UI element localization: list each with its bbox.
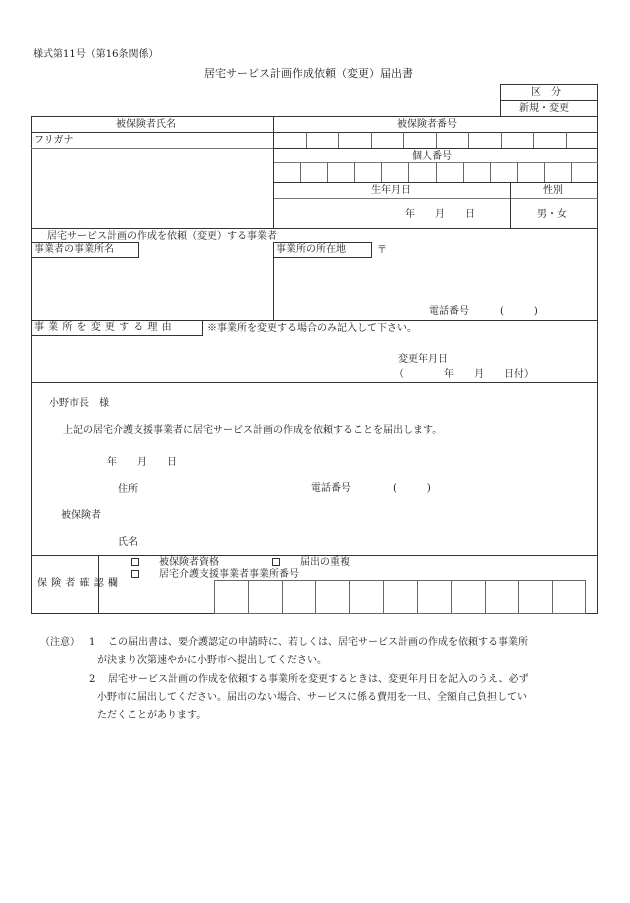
check3-label: 居宅介護支援事業者事業所番号 — [159, 569, 299, 580]
change-reason-label: 事 業 所 を 変 更 す る 理 由 — [31, 320, 203, 336]
declarant-phone-parens[interactable]: ( ) — [393, 483, 431, 494]
office-address-field[interactable] — [274, 259, 597, 303]
personal-number-field[interactable] — [274, 163, 597, 181]
declaration-date[interactable]: 年 月 日 — [107, 457, 177, 468]
declaration-body: 上記の居宅介護支援事業者に居宅サービス計画の作成を依頼することを届出します。 — [63, 425, 443, 436]
birthdate-value[interactable]: 年 月 日 — [405, 209, 475, 220]
note1-number: 1 — [89, 637, 96, 648]
insured-person-label: 被保険者 — [61, 510, 101, 521]
office-name-label: 事業者の事業所名 — [31, 242, 139, 258]
category-header: 区 分 — [531, 87, 561, 98]
declarant-address-label: 住所 — [118, 484, 138, 495]
confirmation-check2[interactable] — [272, 557, 350, 569]
note2-line2: 小野市に届出してください。届出のない場合、サービスに係る費用を一旦、全額自己負担してい — [97, 692, 527, 703]
insured-number-field[interactable] — [274, 133, 597, 147]
provider-section-label: 居宅サービス計画の作成を依頼（変更）する事業者 — [47, 231, 277, 242]
change-date-value[interactable]: （ 年 月 日付） — [394, 369, 534, 380]
note2-number: 2 — [89, 674, 96, 685]
addressee: 小野市長 様 — [49, 398, 109, 409]
declarant-name-label: 氏名 — [118, 537, 138, 548]
office-address-label: 事業所の所在地 — [273, 242, 372, 258]
insured-name-field[interactable] — [32, 149, 272, 227]
change-date-label: 変更年月日 — [398, 354, 448, 365]
check1-label: 被保険者資格 — [159, 557, 219, 568]
confirmation-check3[interactable] — [131, 569, 299, 581]
sex-label: 性別 — [543, 185, 563, 196]
notes-label: （注意） — [40, 637, 80, 648]
postal-mark: 〒 — [377, 245, 387, 256]
confirmation-check1[interactable] — [131, 557, 219, 569]
insured-name-label: 被保険者氏名 — [116, 119, 176, 130]
form-title: 居宅サービス計画作成依頼（変更）届出書 — [204, 67, 413, 80]
office-name-field[interactable] — [32, 259, 272, 319]
insured-number-label: 被保険者番号 — [397, 119, 457, 130]
checkbox-icon[interactable] — [272, 558, 280, 566]
note1-line2: が決まり次第速やかに小野市へ提出してください。 — [97, 655, 327, 666]
birthdate-label: 生年月日 — [371, 185, 411, 196]
form-number: 様式第11号（第16条関係） — [33, 49, 159, 60]
provider-phone-label: 電話番号 — [429, 306, 469, 317]
declarant-phone-label: 電話番号 — [311, 483, 351, 494]
office-number-grid[interactable] — [215, 581, 586, 614]
change-reason-field[interactable] — [32, 337, 392, 381]
personal-number-label: 個人番号 — [412, 151, 452, 162]
checkbox-icon[interactable] — [131, 558, 139, 566]
confirmation-label: 保 険 者 確 認 欄 — [37, 578, 119, 589]
check2-label: 届出の重複 — [300, 557, 350, 568]
sex-value[interactable]: 男・女 — [537, 209, 567, 220]
checkbox-icon[interactable] — [131, 570, 139, 578]
provider-phone-parens[interactable]: ( ) — [500, 306, 538, 317]
note2-line3: ただくことがあります。 — [97, 710, 207, 721]
category-value[interactable]: 新規・変更 — [519, 103, 569, 114]
note2-line1: 居宅サービス計画の作成を依頼する事業所を変更するときは、変更年月日を記入のうえ、必ず — [108, 674, 529, 685]
furigana-label: フリガナ — [34, 135, 74, 146]
change-reason-note: ※事業所を変更する場合のみ記入して下さい。 — [207, 323, 417, 334]
note1-line1: この届出書は、要介護認定の申請時に、若しくは、居宅サービス計画の作成を依頼する事業所 — [108, 637, 528, 648]
